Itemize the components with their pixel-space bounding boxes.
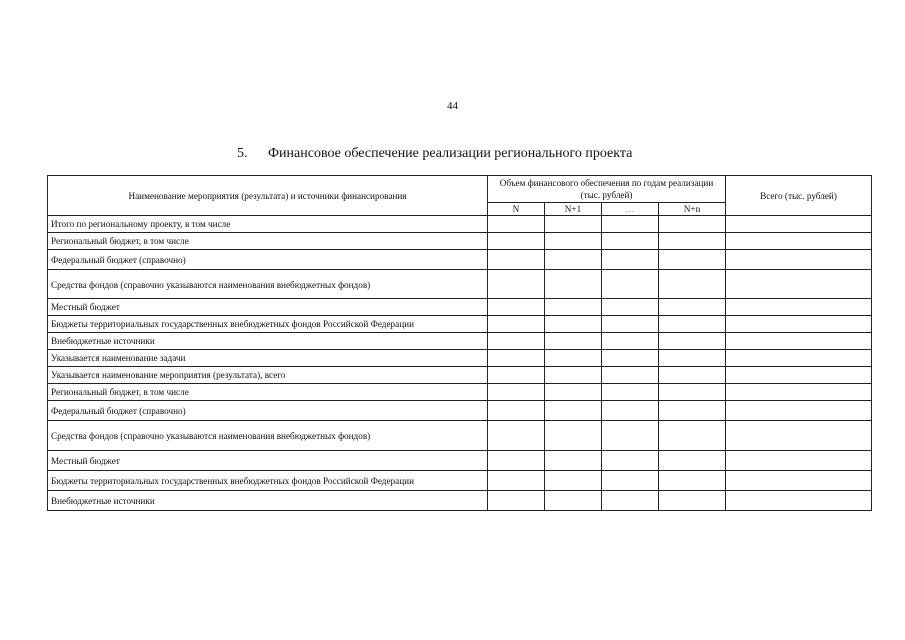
- row-label: Внебюджетные источники: [48, 491, 488, 511]
- cell-ellipsis: [602, 270, 659, 299]
- cell-n: [488, 333, 545, 350]
- cell-total: [726, 350, 872, 367]
- cell-total: [726, 270, 872, 299]
- row-label: Федеральный бюджет (справочно): [48, 401, 488, 421]
- cell-n-plus-n: [659, 421, 726, 451]
- cell-ellipsis: [602, 333, 659, 350]
- cell-n: [488, 401, 545, 421]
- cell-ellipsis: [602, 216, 659, 233]
- table-row: [48, 471, 872, 491]
- cell-ellipsis: [602, 233, 659, 250]
- cell-n-plus-1: [545, 491, 602, 511]
- cell-n-plus-n: [659, 451, 726, 471]
- table-row: [48, 384, 872, 401]
- cell-n-plus-n: [659, 233, 726, 250]
- cell-n: [488, 316, 545, 333]
- table-row: [48, 451, 872, 471]
- page-number: 44: [447, 100, 458, 112]
- financing-table: [47, 175, 872, 511]
- cell-n-plus-1: [545, 233, 602, 250]
- cell-n-plus-1: [545, 299, 602, 316]
- table-row: [48, 401, 872, 421]
- cell-n-plus-1: [545, 401, 602, 421]
- cell-n-plus-n: [659, 401, 726, 421]
- table-row: [48, 233, 872, 250]
- section-heading: [237, 146, 632, 162]
- cell-n-plus-n: [659, 270, 726, 299]
- header-volume: Объем финансового обеспечения по годам реализации (тыс. рублей): [488, 176, 726, 203]
- cell-n-plus-n: [659, 471, 726, 491]
- table-row: [48, 367, 872, 384]
- cell-total: [726, 316, 872, 333]
- cell-ellipsis: [602, 299, 659, 316]
- cell-ellipsis: [602, 421, 659, 451]
- cell-n: [488, 250, 545, 270]
- cell-total: [726, 233, 872, 250]
- cell-ellipsis: [602, 316, 659, 333]
- cell-n-plus-1: [545, 270, 602, 299]
- row-label: Указывается наименование мероприятия (результата), всего: [48, 367, 488, 384]
- cell-n: [488, 367, 545, 384]
- cell-n-plus-n: [659, 316, 726, 333]
- cell-n-plus-1: [545, 250, 602, 270]
- cell-n-plus-n: [659, 491, 726, 511]
- cell-n-plus-1: [545, 367, 602, 384]
- header-total: Всего (тыс. рублей): [726, 176, 872, 216]
- header-year-n: N: [488, 203, 545, 216]
- table-row: [48, 421, 872, 451]
- row-label: Местный бюджет: [48, 451, 488, 471]
- cell-n: [488, 471, 545, 491]
- cell-ellipsis: [602, 401, 659, 421]
- row-label: Указывается наименование задачи: [48, 350, 488, 367]
- row-label: Местный бюджет: [48, 299, 488, 316]
- table-row: [48, 316, 872, 333]
- cell-n-plus-n: [659, 350, 726, 367]
- section-title: Финансовое обеспечение реализации регионального проекта: [268, 146, 633, 161]
- header-year-ellipsis: …: [602, 203, 659, 216]
- cell-n: [488, 451, 545, 471]
- cell-ellipsis: [602, 250, 659, 270]
- cell-n-plus-1: [545, 216, 602, 233]
- header-year-n-plus-n: N+n: [659, 203, 726, 216]
- cell-n-plus-1: [545, 471, 602, 491]
- row-label: Бюджеты территориальных государственных внебюджетных фондов Российской Федерации: [48, 316, 488, 333]
- row-label: Средства фондов (справочно указываются наименования внебюджетных фондов): [48, 270, 488, 299]
- cell-total: [726, 421, 872, 451]
- cell-n: [488, 421, 545, 451]
- cell-total: [726, 299, 872, 316]
- cell-n: [488, 491, 545, 511]
- cell-n-plus-n: [659, 216, 726, 233]
- cell-n: [488, 216, 545, 233]
- row-label: Внебюджетные источники: [48, 333, 488, 350]
- cell-n-plus-n: [659, 367, 726, 384]
- cell-n-plus-1: [545, 384, 602, 401]
- cell-ellipsis: [602, 384, 659, 401]
- table-row: [48, 350, 872, 367]
- header-year-n-plus-1: N+1: [545, 203, 602, 216]
- cell-n-plus-1: [545, 421, 602, 451]
- table-row: [48, 299, 872, 316]
- table-row: [48, 216, 872, 233]
- cell-n: [488, 299, 545, 316]
- cell-total: [726, 491, 872, 511]
- cell-ellipsis: [602, 471, 659, 491]
- cell-total: [726, 401, 872, 421]
- cell-n-plus-n: [659, 333, 726, 350]
- cell-total: [726, 367, 872, 384]
- cell-n: [488, 270, 545, 299]
- cell-ellipsis: [602, 367, 659, 384]
- cell-n-plus-1: [545, 333, 602, 350]
- cell-total: [726, 333, 872, 350]
- cell-n: [488, 233, 545, 250]
- cell-total: [726, 384, 872, 401]
- row-label: Итого по региональному проекту, в том числе: [48, 216, 488, 233]
- cell-total: [726, 471, 872, 491]
- cell-total: [726, 216, 872, 233]
- row-label: Бюджеты территориальных государственных внебюджетных фондов Российской Федерации: [48, 471, 488, 491]
- cell-n: [488, 384, 545, 401]
- row-label: Региональный бюджет, в том числе: [48, 384, 488, 401]
- cell-n-plus-n: [659, 384, 726, 401]
- cell-n-plus-n: [659, 250, 726, 270]
- table-row: [48, 491, 872, 511]
- table-row: [48, 250, 872, 270]
- cell-n-plus-n: [659, 299, 726, 316]
- cell-n-plus-1: [545, 350, 602, 367]
- cell-n-plus-1: [545, 451, 602, 471]
- row-label: Средства фондов (справочно указываются наименования внебюджетных фондов): [48, 421, 488, 451]
- cell-total: [726, 451, 872, 471]
- table-header-row: [48, 176, 872, 203]
- cell-ellipsis: [602, 451, 659, 471]
- table-row: [48, 270, 872, 299]
- header-name: Наименование мероприятия (результата) и источники финансирования: [48, 176, 488, 216]
- cell-ellipsis: [602, 350, 659, 367]
- cell-total: [726, 250, 872, 270]
- row-label: Региональный бюджет, в том числе: [48, 233, 488, 250]
- section-number: 5.: [237, 146, 248, 161]
- cell-n-plus-1: [545, 316, 602, 333]
- cell-ellipsis: [602, 491, 659, 511]
- row-label: Федеральный бюджет (справочно): [48, 250, 488, 270]
- cell-n: [488, 350, 545, 367]
- table-row: [48, 333, 872, 350]
